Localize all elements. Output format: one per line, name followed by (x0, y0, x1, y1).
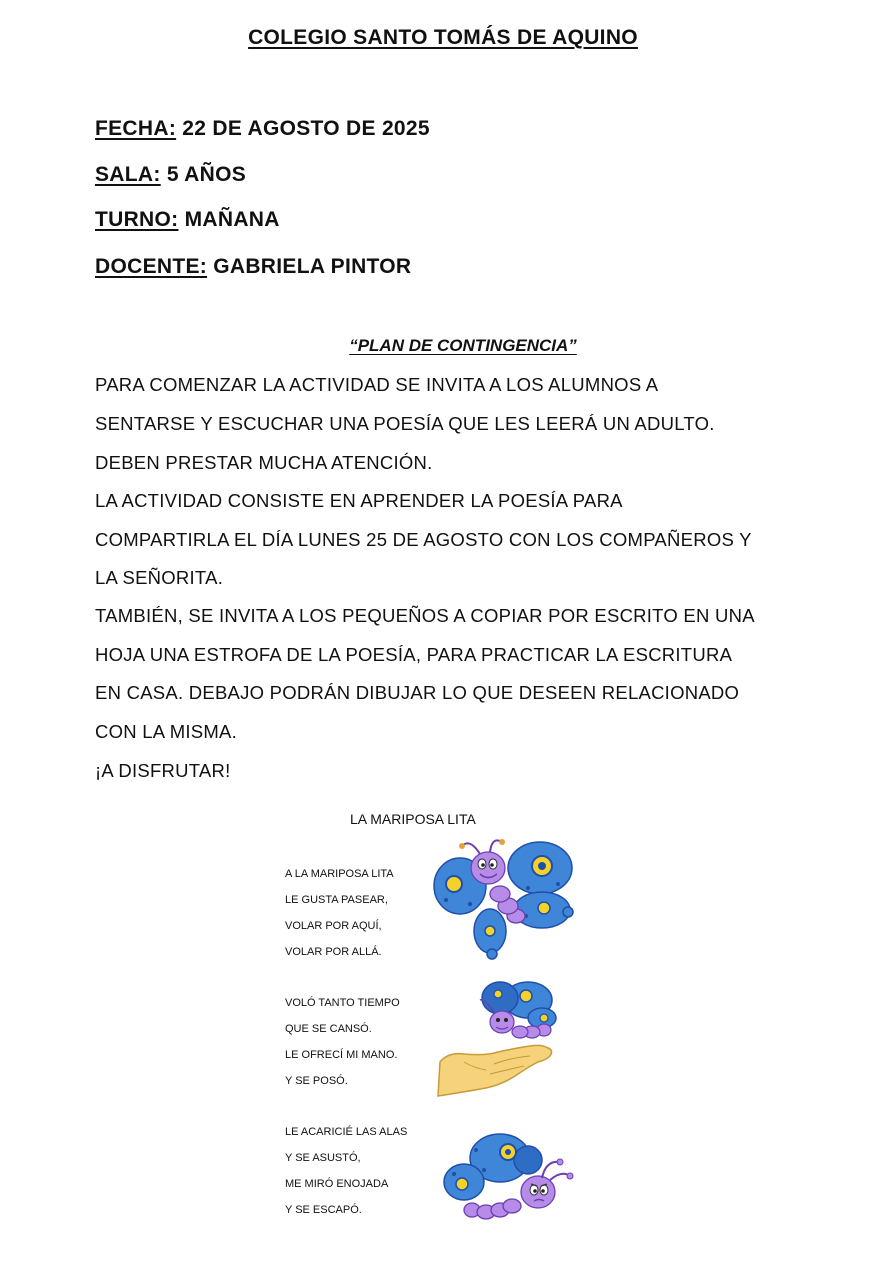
verse-line: QUE SE CANSÓ. (285, 1023, 372, 1035)
plan-title: “PLAN DE CONTINGENCIA” (349, 336, 577, 355)
butterfly-icon (430, 836, 580, 961)
paragraph-line: SENTARSE Y ESCUCHAR UNA POESÍA QUE LES LEERÁ UN ADULTO. (95, 413, 715, 434)
school-name: COLEGIO SANTO TOMÁS DE AQUINO (248, 26, 638, 49)
teacher-field: DOCENTE: GABRIELA PINTOR (95, 255, 412, 278)
paragraph-line: DEBEN PRESTAR MUCHA ATENCIÓN. (95, 452, 433, 473)
poem-stanza-3 (285, 1119, 407, 1223)
paragraph-line: HOJA UNA ESTROFA DE LA POESÍA, PARA PRACTICAR LA ESCRITURA (95, 644, 733, 665)
poem-stanza-1 (285, 861, 394, 965)
butterfly-icon (442, 1130, 582, 1230)
verse-line: VOLÓ TANTO TIEMPO (285, 997, 400, 1009)
verse-line: LE ACARICIÉ LAS ALAS (285, 1126, 408, 1138)
closing-line: ¡A DISFRUTAR! (95, 760, 231, 781)
verse-line: VOLAR POR AQUÍ, (285, 920, 382, 932)
verse-line: LE GUSTA PASEAR, (285, 894, 388, 906)
paragraph-line: COMPARTIRLA EL DÍA LUNES 25 DE AGOSTO CON LOS COMPAÑEROS Y (95, 529, 752, 550)
poem-stanza-2 (285, 990, 400, 1094)
paragraph-line: CON LA MISMA. (95, 721, 238, 742)
paragraph-line: TAMBIÉN, SE INVITA A LOS PEQUEÑOS A COPIAR POR ESCRITO EN UNA (95, 605, 755, 626)
verse-line: Y SE POSÓ. (285, 1075, 348, 1087)
date-field: FECHA: 22 DE AGOSTO DE 2025 (95, 117, 430, 140)
paragraph-line: EN CASA. DEBAJO PODRÁN DIBUJAR LO QUE DESEEN RELACIONADO (95, 682, 740, 703)
butterfly-on-hand-icon (434, 978, 564, 1103)
verse-line: ME MIRÓ ENOJADA (285, 1178, 389, 1190)
shift-field: TURNO: MAÑANA (95, 208, 280, 231)
verse-line: Y SE ASUSTÓ, (285, 1152, 361, 1164)
room-field: SALA: 5 AÑOS (95, 163, 247, 186)
paragraph-line: PARA COMENZAR LA ACTIVIDAD SE INVITA A LOS ALUMNOS A (95, 374, 659, 395)
paragraph-line: LA ACTIVIDAD CONSISTE EN APRENDER LA POESÍA PARA (95, 490, 623, 511)
verse-line: A LA MARIPOSA LITA (285, 868, 394, 880)
verse-line: LE OFRECÍ MI MANO. (285, 1049, 398, 1061)
verse-line: VOLAR POR ALLÁ. (285, 946, 382, 958)
poem-title: LA MARIPOSA LITA (350, 811, 476, 827)
verse-line: Y SE ESCAPÓ. (285, 1204, 362, 1216)
paragraph-line: LA SEÑORITA. (95, 567, 224, 588)
